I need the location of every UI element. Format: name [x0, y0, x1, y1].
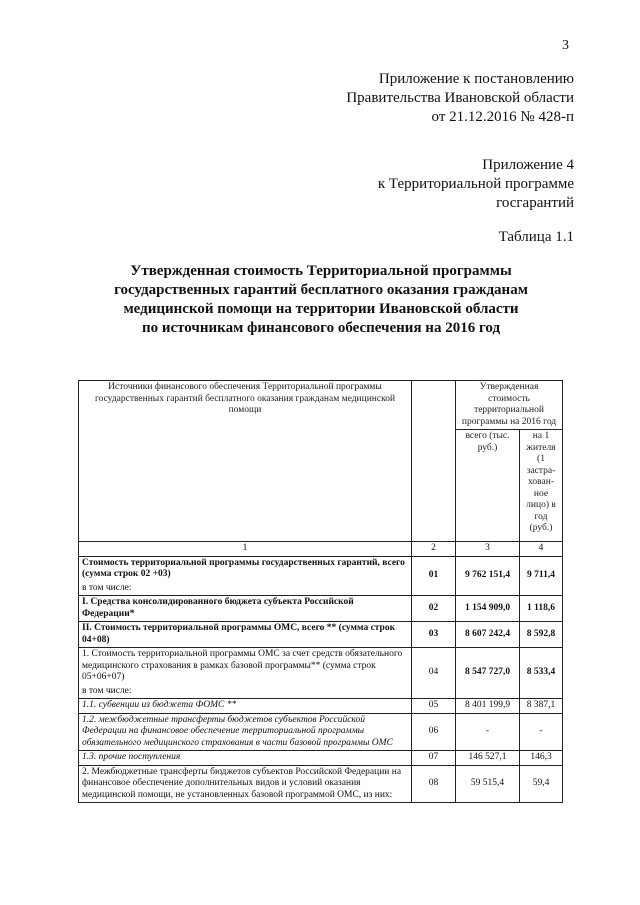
title-line: по источникам финансового обеспечения на 2016 год [141, 320, 501, 336]
header-total: всего (тыс. руб.) [456, 430, 520, 542]
table-row [79, 713, 563, 751]
row-label: 1.3. прочие поступления [79, 751, 412, 766]
col-number: 4 [520, 542, 563, 557]
row-code: 03 [412, 622, 456, 648]
annex-line: от 21.12.2016 № 428-п [431, 109, 574, 125]
row-total: 9 762 151,4 [456, 556, 520, 596]
row-total: 59 515,4 [456, 765, 520, 803]
row-code: 05 [412, 699, 456, 714]
row-label: I. Средства консолидированного бюджета субъекта Российской Федерации* [79, 596, 412, 622]
document-title [80, 262, 562, 338]
annex-reference [346, 70, 574, 127]
header-code [412, 381, 456, 542]
row-total: 1 154 909,0 [456, 596, 520, 622]
row-label [79, 648, 412, 699]
row-code: 01 [412, 556, 456, 596]
row-label: 1.1. субвенции из бюджета ФОМС ** [79, 699, 412, 714]
header-per-capita: на 1 жителя (1 застра-хован-ное лицо) в год (руб.) [520, 430, 563, 542]
row-total: 146 527,1 [456, 751, 520, 766]
col-number: 3 [456, 542, 520, 557]
row-per-capita: - [520, 713, 563, 751]
table-row [79, 596, 563, 622]
row-code: 06 [412, 713, 456, 751]
row-code: 08 [412, 765, 456, 803]
row-total: 8 401 199,9 [456, 699, 520, 714]
annex-line: к Территориальной программе [377, 176, 574, 192]
row-per-capita: 9 711,4 [520, 556, 563, 596]
annex-line: Приложение к постановлению [378, 71, 574, 87]
row-code: 07 [412, 751, 456, 766]
row-code: 02 [412, 596, 456, 622]
table-row [79, 699, 563, 714]
row-per-capita: 146,3 [520, 751, 563, 766]
header-approved: Утвержденная стоимость территориальной программы на 2016 год [456, 381, 563, 430]
row-subtext: в том числе: [82, 582, 132, 593]
row-label: 2. Межбюджетные трансферты бюджетов субъектов Российской Федерации на финансовое обеспечение дополнительных видов и условий оказания медицинской помощи, не установленных базовой программой ОМС, из них: [79, 765, 412, 803]
title-line: медицинской помощи на территории Ивановской области [123, 301, 519, 317]
row-total: 8 607 242,4 [456, 622, 520, 648]
table-row [79, 556, 563, 596]
row-per-capita: 1 118,6 [520, 596, 563, 622]
row-total: - [456, 713, 520, 751]
title-line: государственных гарантий бесплатного оказания гражданам [114, 282, 528, 298]
table-row [79, 648, 563, 699]
row-subtext: в том числе: [82, 685, 132, 696]
table-row [79, 622, 563, 648]
row-per-capita: 59,4 [520, 765, 563, 803]
row-label-text: Стоимость территориальной программы государственных гарантий, всего (сумма строк 02 +03) [82, 557, 405, 579]
annex-4-reference [378, 156, 574, 213]
annex-line: Правительства Ивановской области [346, 90, 574, 106]
financing-table [78, 380, 563, 803]
page-number: 3 [562, 38, 569, 53]
row-label: 1.2. межбюджетные трансферты бюджетов субъектов Российской Федерации на финансовое обеспечение территориальной программы обязательного медицинского страхования в части базовой программы ОМС [79, 713, 412, 751]
row-label-text: 1. Стоимость территориальной программы ОМС за счет средств обязательного медицинского страхования в рамках базовой программы** (сумма строк 05+06+07) [82, 649, 403, 682]
row-total: 8 547 727,0 [456, 648, 520, 699]
row-label: II. Стоимость территориальной программы ОМС, всего ** (сумма строк 04+08) [79, 622, 412, 648]
table-row [79, 751, 563, 766]
col-number: 2 [412, 542, 456, 557]
annex-line: Приложение 4 [482, 157, 574, 173]
title-line: Утвержденная стоимость Территориальной программы [130, 263, 512, 279]
row-label [79, 556, 412, 596]
row-per-capita: 8 533,4 [520, 648, 563, 699]
col-number: 1 [79, 542, 412, 557]
row-per-capita: 8 592,8 [520, 622, 563, 648]
annex-line: госгарантий [496, 195, 574, 211]
row-per-capita: 8 387,1 [520, 699, 563, 714]
table-row [79, 765, 563, 803]
row-code: 04 [412, 648, 456, 699]
header-source: Источники финансового обеспечения Территориальной программы государственных гарантий бесплатного оказания гражданам медицинской помощи [79, 381, 412, 542]
table-label: Таблица 1.1 [498, 229, 574, 245]
